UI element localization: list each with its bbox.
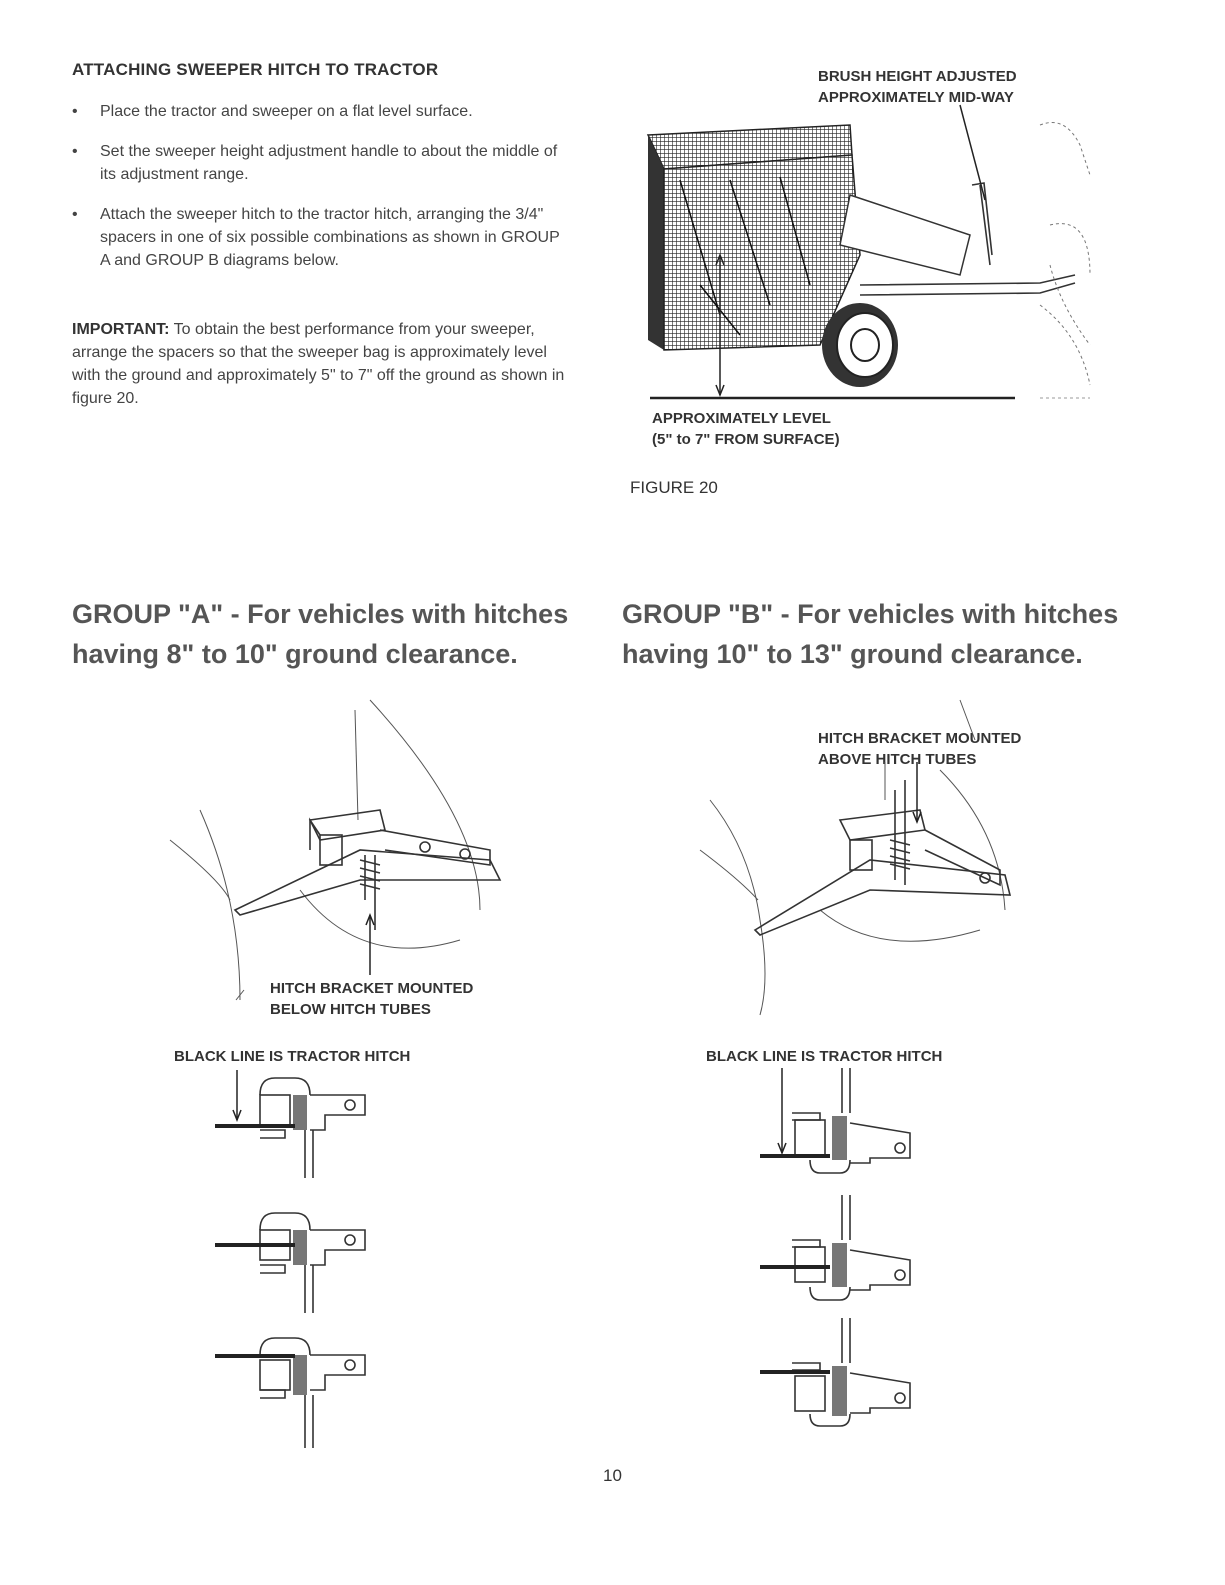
bullet-icon: • (72, 103, 78, 120)
level-callout (652, 408, 840, 450)
group-a-title (72, 594, 568, 674)
bag-side (648, 135, 664, 350)
callout-line: (5" to 7" FROM SURFACE) (652, 431, 840, 448)
group-a-hitch-diagram (160, 700, 520, 1000)
group-b-config-1 (760, 1068, 950, 1188)
important-label: IMPORTANT: (72, 321, 170, 338)
group-a-black-line-label: BLACK LINE IS TRACTOR HITCH (174, 1048, 411, 1065)
sweeper-illustration (620, 105, 1090, 405)
callout-line: BRUSH HEIGHT ADJUSTED (818, 68, 1017, 85)
callout-line: ABOVE HITCH TUBES (818, 751, 977, 768)
title-line: having 8" to 10" ground clearance. (72, 639, 518, 669)
important-note (72, 318, 572, 410)
instruction-list (72, 100, 572, 289)
instruction-text: Attach the sweeper hitch to the tractor hitch, arranging the 3/4" spacers in one of six possible combinations as shown in GROUP A and GROUP B diagrams below. (100, 206, 560, 269)
group-b-config-3 (760, 1318, 950, 1438)
instruction-item (72, 100, 572, 123)
group-a-config-1 (215, 1070, 405, 1180)
page-number: 10 (603, 1466, 622, 1485)
important-text: To obtain the best performance from your sweeper, arrange the spacers so that the sweeper bag is approximately level with the ground and approximately 5" to 7" off the ground as shown in figure 20. (72, 321, 565, 407)
title-line: GROUP "B" - For vehicles with hitches (622, 599, 1119, 629)
callout-line: BELOW HITCH TUBES (270, 1001, 431, 1018)
section-heading: ATTACHING SWEEPER HITCH TO TRACTOR (72, 60, 439, 79)
group-b-hitch-diagram (700, 700, 1030, 1020)
bullet-icon: • (72, 143, 78, 160)
instruction-item (72, 140, 572, 186)
instruction-item (72, 203, 572, 272)
group-a-bracket-callout (270, 978, 473, 1020)
bullet-icon: • (72, 206, 78, 223)
instruction-text: Set the sweeper height adjustment handle to about the middle of its adjustment range. (100, 143, 558, 183)
group-b-black-line-label: BLACK LINE IS TRACTOR HITCH (706, 1048, 943, 1065)
figure-caption: FIGURE 20 (630, 478, 718, 497)
callout-line: APPROXIMATELY LEVEL (652, 410, 831, 427)
group-b-title (622, 594, 1118, 674)
callout-line: APPROXIMATELY MID-WAY (818, 89, 1014, 106)
group-a-config-2 (215, 1205, 405, 1315)
brush-height-callout (818, 66, 1017, 108)
group-b-config-2 (760, 1195, 950, 1315)
instruction-text: Place the tractor and sweeper on a flat level surface. (100, 103, 473, 120)
group-a-config-3 (215, 1330, 405, 1450)
callout-line: HITCH BRACKET MOUNTED (818, 730, 1022, 747)
title-line: having 10" to 13" ground clearance. (622, 639, 1083, 669)
title-line: GROUP "A" - For vehicles with hitches (72, 599, 569, 629)
callout-line: HITCH BRACKET MOUNTED (270, 980, 474, 997)
